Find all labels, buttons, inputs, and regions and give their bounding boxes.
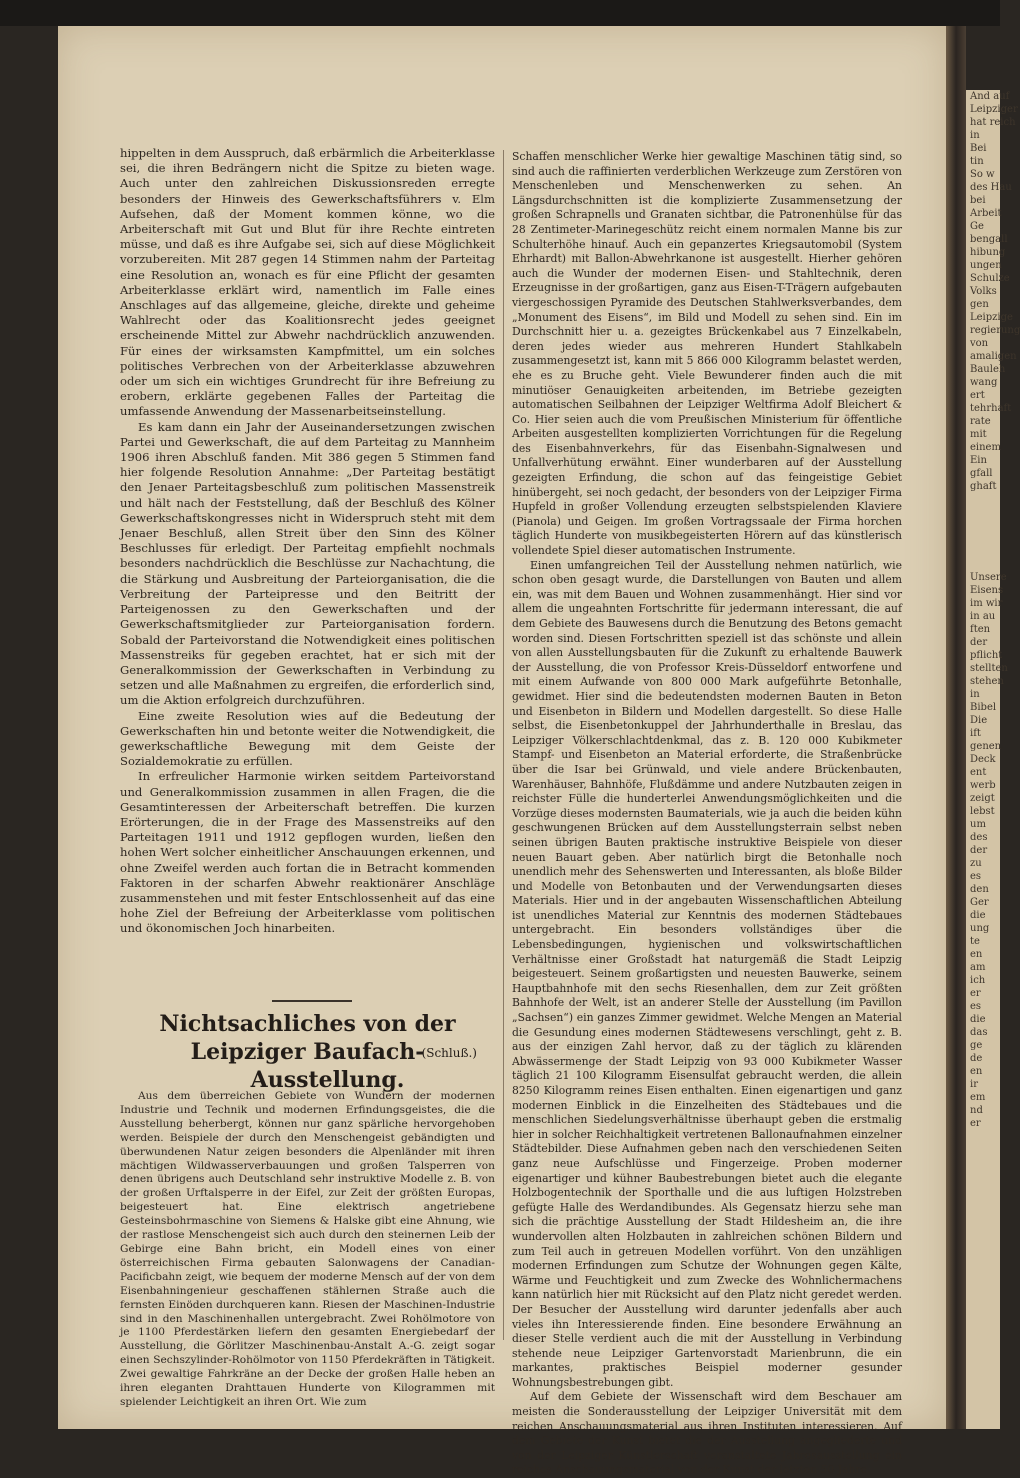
continuation-tag: (Schluß.) [421,1046,477,1060]
paragraph: hippelten in dem Ausspruch, daß erbärmlich die Arbeiterklasse sei, die ihren Bedrängern nicht die Spitze zu bieten wage. Auch unter den zahlreichen Diskussionsreden erregte besonders der Hinweis des Gewerkschaftsführers v. Elm Aufsehen, daß der Moment kommen könne, wo die Arbeiterschaft mit Gut und Blut für ihre Rechte eintreten müsse, und daß es ihre Aufgabe sei, sich auf diese Möglichkeit vorzubereiten. Mit 287 gegen 14 Stimmen nahm der Parteitag eine Resolution an, wonach es für eine Pflicht der gesamten Arbeiterklasse erklärt wird, namentlich im Falle eines Anschlages auf das allgemeine, gleiche, direkte und geheime Wahlrecht oder das Koalitionsrecht jedes geeignet erscheinende Mittel zur Abwehr nachdrücklich anzuwenden. Für eines der wirksamsten Kampfmittel, um ein solches politisches Verbrechen von der Arbeiterklasse abzuwehren oder um sich ein wichtiges Grundrecht für ihre Befreiung zu erobern, erklärte gegebenen Falles der Parteitag die umfassende Anwendung der Massenarbeitseinstellung. [120,146,495,419]
fragment-line: ift [970,728,981,739]
fragment-line: in [970,689,980,700]
fragment-line: And auf [970,91,1010,102]
fragment-line: ungen [970,260,1002,271]
fragment-line: er [970,1118,981,1129]
fragment-line: Bei [970,143,987,154]
right-column [512,150,902,1478]
left-column-article [120,1090,495,1410]
fragment-line: ften [970,624,991,635]
fragment-line: in [970,130,980,141]
fragment-line: er [970,988,981,999]
fragment-line: te [970,936,980,947]
fragment-line: tin [970,156,984,167]
fragment-line: ir [970,1079,978,1090]
paragraph: Aus dem überreichen Gebiete von Wundern der modernen Industrie und Technik und modernen Erfindungsgeistes, die die Ausstellung beherbergt, können nur ganz spärliche hervorgehoben werden. Beispiele der durch den Menschengeist gebändigten und überwundenen Natur zeigen besonders die Alpenländer mit ihren mächtigen Wildwasserverbauungen und großen Talsperren von denen übrigens auch Deutschland sehr instruktive Modelle z. B. von der großen Urftalsperre in der Eifel, zur Zeit der größten Europas, beigesteuert hat. Eine elektrisch angetriebene Gesteinsbohrmaschine von Siemens & Halske gibt eine Ahnung, wie der rastlose Menschengeist sich auch durch den steinernen Leib der Gebirge eine Bahn bricht, ein Modell eines von einer österreichischen Firma gebauten Salonwagens der Canadian-Pacificbahn zeigt, wie bequem der moderne Mensch auf der von dem Eisenbahningenieur geschaffenen stählernen Straße auch die fernsten Einöden durchqueren kann. Riesen der Maschinen-Industrie sind in den Maschinenhallen untergebracht. Zwei Rohölmotore von je 1100 Pferdestärken liefern den gesamten Energiebedarf der Ausstellung, die Görlitzer Maschinenbau-Anstalt A.-G. zeigt sogar einen Sechszylinder-Rohölmotor von 1150 Pferdekräften in Tätigkeit. Zwei gewaltige Fahrkräne an der Decke der großen Halle heben an ihren eleganten Drahttauen Hunderte von Kilogrammen mit spielender Leichtigkeit an ihren Ort. Wie zum [120,1090,495,1408]
fragment-line: werb [970,780,996,791]
fragment-line: Unsere [970,572,1007,583]
fragment-line: Die [970,715,988,726]
fragment-line: es [970,871,982,882]
fragment-line: der [970,637,988,648]
fragment-line: die [970,1014,986,1025]
fragment-line [966,532,1000,545]
paragraph: In erfreulicher Harmonie wirken seitdem Parteivorstand und Generalkommission zusammen in allen Fragen, die die Gesamtinteressen der Arbeiterschaft betreffen. Die kurzen Erörterungen, die in der Frage des Massenstreiks auf den Parteitagen 1911 und 1912 gepflogen wurden, ließen den hohen Wert solcher einheitlicher Anschauungen erkennen, und ohne Zweifel werden auch fortan die in Betracht kommenden Faktoren in der scharfen Abwehr reaktionärer Anschläge zusammenstehen und mit fester Entschlossenheit auf das eine hohe Ziel der Befreiung der Arbeiterklasse vom politischen und ökonomischen Joch hinarbeiten. [120,769,495,936]
fragment-line: zeigt [970,793,995,804]
fragment-line: Arbeit [970,208,1002,219]
fragment-line: gen [970,299,989,310]
fragment-line: nd [970,1105,983,1116]
fragment-line: Ein [970,455,987,466]
fragment-line: des Hau [970,182,1012,193]
paragraph: Schaffen menschlicher Werke hier gewaltige Maschinen tätig sind, so sind auch die raffinierten verderblichen Werkzeuge zum Zerstören von Menschenleben und Menschenwerken zu sehen. An Längsdurchschnitten ist die komplizierte Zusammensetzung der großen Schrapnells und Granaten sichtbar, die Patronenhülse für das 28 Zentimeter-Marinegeschütz reicht einem normalen Manne bis zur Schulterhöhe hinauf. Auch ein gepanzertes Kriegsautomobil (System Ehrhardt) mit Ballon-Abwehrkanone ist ausgestellt. Hierher gehören auch die Wunder der modernen Eisen- und Stahltechnik, deren Erzeugnisse in der großartigen, ganz aus Eisen-T-Trägern aufgebauten viergeschossigen Pyramide des Deutschen Stahlwerksverbandes, dem „Monument des Eisens“, im Bild und Modell zu sehen sind. Ein im Durchschnitt hier u. a. gezeigtes Brückenkabel aus 7 Einzelkabeln, deren jedes wieder aus mehreren Hundert Stahlkabeln zusammengesetzt ist, kann mit 5 866 000 Kilogramm belastet werden, ehe es zu Bruche geht. Viele Bewunderer finden auch die mit minutiöser Genauigkeiten arbeitenden, im Betriebe gezeigten automatischen Seilbahnen der Leipziger Weltfirma Adolf Bleichert & Co. Hier seien auch die vom Preußischen Ministerium für öffentliche Arbeiten ausgestellten komplizierten Vorrichtungen für die Regelung des Eisenbahnverkehrs, für das Eisenbahn-Signalwesen und Unfallverhütung erwähnt. Einer wunderbaren auf der Ausstellung gezeigten Erfindung, die schon auf das feingeistige Gebiet hinübergeht, sei noch gedacht, der besonders von der Leipziger Firma Hupfeld in großer Vollendung erzeugten selbstspielenden Klaviere (Pianola) und Geigen. Im großen Vortragssaale der Firma horchen täglich Hunderte von musikbegeisterten Hörern auf das künstlerisch vollendete Spiel dieser automatischen Instrumente. [512,150,902,558]
fragment-line: von [970,338,989,349]
fragment-line: Schulze [970,273,1010,284]
fragment-line: genen [970,741,1002,752]
fragment-line [966,506,1000,519]
fragment-line: ung [970,923,990,934]
fragment-line: amaligen [970,351,1017,362]
fragment-line: die [970,910,986,921]
scan-top-edge [0,0,1000,26]
fragment-line: em [970,1092,986,1103]
fragment-line: ert [970,390,985,401]
paragraph: Eine zweite Resolution wies auf die Bedeutung der Gewerkschaften hin und betonte weiter die Notwendigkeit, die gewerkschaftliche Bewegung mit dem Geiste der Sozialdemokratie zu erfüllen. [120,708,495,769]
fragment-line: bengall [970,234,1008,245]
section-divider [272,1000,352,1002]
fragment-line: zu [970,858,982,869]
fragment-line: Leipzige [970,312,1013,323]
fragment-line: ich [970,975,986,986]
fragment-line: ge [970,1040,983,1051]
fragment-line: Ger [970,897,989,908]
fragment-line: bei [970,195,986,206]
fragment-line: Bauleh [970,364,1006,375]
fragment-line: den [970,884,989,895]
fragment-line: tehrhaft [970,403,1012,414]
fragment-line: ghaft [970,481,997,492]
fragment-line: einem [970,442,1001,453]
fragment-line: Eisens [970,585,1004,596]
fragment-line: ent [970,767,987,778]
fragment-line: hibung [970,247,1006,258]
left-column-top [120,146,495,937]
fragment-line: en [970,1066,983,1077]
fragment-line: das [970,1027,988,1038]
paragraph: Einen umfangreichen Teil der Ausstellung nehmen natürlich, wie schon oben gesagt wurde, die Darstellungen von Bauten und allem ein, was mit dem Bauen und Wohnen zusammenhängt. Hier sind vor allem die ungeahnten Fortschritte für jedermann interessant, die auf dem Gebiete des Bauwesens durch die Benutzung des Betons gemacht worden sind. Diesen Fortschritten speziell ist das schönste und allein von allen Ausstellungsbauten für die Zukunft zu erhaltende Bauwerk der Ausstellung, die von Professor Kreis-Düsseldorf entworfene und mit einem Aufwande von 800 000 Mark aufgeführte Betonhalle, gewidmet. Hier sind die bedeutendsten modernen Bauten in Beton und Eisenbeton in Bildern und Modellen dargestellt. So diese Halle selbst, die Eisenbetonkuppel der Jahrhunderthalle in Breslau, das Leipziger Völkerschlachtdenkmal, das z. B. 120 000 Kubikmeter Stampf- und Eisenbeton an Material erforderte, die Straßenbrücke über die Isar bei Grünwald, und viele andere Brückenbauten, Warenhäuser, Bahnhöfe, Flußdämme und andere Nutzbauten zeigen in reichster Fülle die hunderterlei Anwendungsmöglichkeiten und die Vorzüge dieses modernsten Baumaterials, wie ja auch die beiden kühn geschwungenen Brücken auf dem Ausstellungsterrain selbst neben seinen übrigen Bauten praktische instruktive Beispiele von dieser neuen Bauart geben. Aber natürlich birgt die Betonhalle noch unendlich mehr des Sehenswerten und Interessanten, als bloße Bilder und Modelle von Betonbauten und der Verwendungsarten dieses Materials. Hier und in der angebauten Wissenschaftlichen Abteilung ist unendliches Material zur Kenntnis des modernen Städtebaues untergebracht. Ein besonders vollständiges über die Lebensbedingungen, hygienischen und volkswirtschaftlichen Verhältnisse einer Großstadt hat naturgemäß die Stadt Leipzig beigesteuert. Seinem großartigsten und neuesten Bauwerke, seinem Hauptbahnhofe mit den sechs Riesenhallen, dem zur Zeit größten Bahnhofe der Welt, ist an anderer Stelle der Ausstellung (im Pavillon „Sachsen“) ein ganzes Zimmer gewidmet. Welche Mengen an Material die Gesundung eines modernen Städtewesens verschlingt, geht z. B. aus der einzigen Zahl hervor, daß zu der täglich zu klärenden Abwässermenge der Stadt Leipzig von 93 000 Kubikmeter Wasser täglich 21 100 Kilogramm Eisensulfat gebraucht werden, die allein 8250 Kilogramm reines Eisen enthalten. Einen eigenartigen und ganz modernen Einblick in die Einzelheiten des Städtebaues und die menschlichen Siedelungsverhältnisse überhaupt geben die erstmalig hier in solcher Reichhaltigkeit vertretenen Ballonaufnahmen einzelner Städtebilder. Diese Aufnahmen geben nach den verschiedenen Seiten ganz neue Aufschlüsse und Fingerzeige. Proben moderner eigenartiger und kühner Baubestrebungen bietet auch die elegante Holzbogentechnik der Sporthalle und die aus luftigen Holzstreben gefügte Halle des Werdandibundes. Als Gegensatz hierzu sehe man sich die prächtige Ausstellung der Stadt Hildesheim an, die ihre wundervollen alten Holzbauten in zahlreichen schönen Bildern und zum Teil auch in getreuen Modellen vorführt. Von den unzähligen modernen Erfindungen zum Schutze der Wohnungen gegen Kälte, Wärme und Feuchtigkeit und zum Zwecke des Wohnlichermachens kann natürlich hier mit Rücksicht auf den Platz nicht geredet werden. Der Besucher der Ausstellung wird darunter jedenfalls aber auch vieles ihn Interessierende finden. Eine besondere Erwähnung an dieser Stelle verdient auch die mit der Ausstellung in Verbindung stehende neue Leipziger Gartenvorstadt Marienbrunn, die ein markantes, praktisches Beispiel moderner gesunder Wohnungsbestrebungen gibt. [512,558,902,1389]
fragment-line: wang [970,377,998,388]
fragment-line: stellten [970,663,1008,674]
fragment-line: es [970,1001,982,1012]
fragment-line: in au [970,611,996,622]
fragment-line: mit [970,429,987,440]
fragment-line: um [970,819,986,830]
fragment-line: lebst [970,806,995,817]
headline-line-2: Ausstellung. [250,1067,405,1093]
paragraph: Auf dem Gebiete der Wissenschaft wird dem Beschauer am meisten die Sonderausstellung der Leipziger Universität mit dem reichen Anschauungsmaterial aus ihren Instituten interessieren. Auf dem Gebiete der Kunst bietet die der Ausstellung angegliederte und von der Leipziger Künstlerschaft veranstaltete Jahresausstellung ein reiches Anschauungsmaterial von der Kunst der letzten 50 Jahre. [512,1390,902,1477]
fragment-line [966,558,1000,571]
fragment-line: en [970,949,983,960]
fragment-line: der [970,845,988,856]
fragment-line: Bibel [970,702,997,713]
fragment-line: rate [970,416,991,427]
fragment-line: Volks [970,286,997,297]
book-spine [946,26,966,1429]
fragment-line: stehen [970,676,1004,687]
fragment-line: de [970,1053,983,1064]
fragment-line [966,493,1000,506]
fragment-line: Ge [970,221,984,232]
fragment-line: Deck [970,754,996,765]
fragment-line: regierung [970,325,1020,336]
fragment-line: im wir [970,598,1003,609]
fragment-line [966,519,1000,532]
article-headline [120,1010,495,1094]
fragment-line: pflicht [970,650,1003,661]
headline-line-1: Nichtsachliches von der Leipziger Baufach- [159,1011,456,1065]
fragment-line: Leipziger [970,104,1018,115]
fragment-line: am [970,962,986,973]
fragment-line [966,545,1000,558]
fragment-line: So w [970,169,995,180]
adjacent-page-fragment [966,90,1020,1429]
column-divider [503,150,504,1340]
fragment-line: des [970,832,988,843]
fragment-line: gfall [970,468,993,479]
paragraph: Es kam dann ein Jahr der Auseinandersetzungen zwischen Partei und Gewerkschaft, die auf dem Parteitag zu Mannheim 1906 ihren Abschluß fanden. Mit 386 gegen 5 Stimmen fand hier folgende Resolution Annahme: „Der Parteitag bestätigt den Jenaer Parteitagsbeschluß zum politischen Massenstreik und hält nach der Feststellung, daß der Beschluß des Kölner Gewerkschaftskongresses nicht in Widerspruch steht mit dem Jenaer Beschluß, allen Streit über den Sinn des Kölner Beschlusses für erledigt. Der Parteitag empfiehlt nochmals besonders nachdrücklich die Beschlüsse zur Nachachtung, die die Stärkung und Ausbreitung der Parteiorganisation, die die Verbreitung der Parteipresse und den Beitritt der Parteigenossen zu den Gewerkschaften und der Gewerkschaftsmitglieder zur Parteiorganisation fordern. Sobald der Parteivorstand die Notwendigkeit eines politischen Massenstreiks für gegeben erachtet, hat er sich mit der Generalkommission der Gewerkschaften in Verbindung zu setzen und alle Maßnahmen zu ergreifen, die erforderlich sind, um die Aktion erfolgreich durchzuführen. [120,419,495,708]
fragment-line: hat reich [970,117,1016,128]
